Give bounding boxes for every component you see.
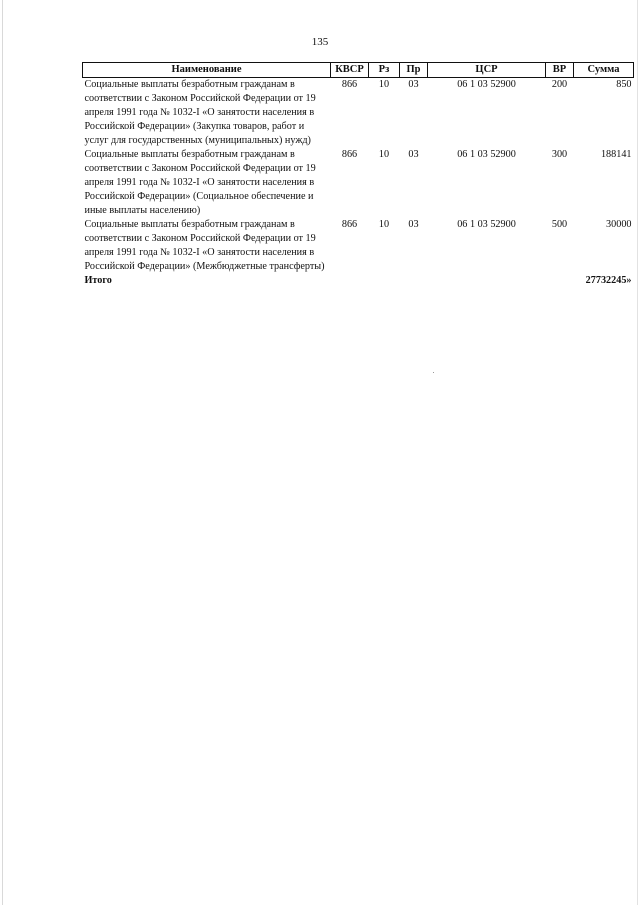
- column-header-sum: Сумма: [574, 63, 634, 78]
- page-number: 135: [311, 36, 329, 48]
- row-vr-cell: 300: [551, 149, 568, 160]
- table-row: [83, 218, 634, 274]
- total-label: Итого: [84, 275, 112, 286]
- column-header-csr: ЦСР: [428, 63, 546, 78]
- row-pr-cell: 03: [408, 149, 419, 160]
- row-rz-cell: 10: [378, 149, 390, 160]
- row-name-cell: Социальные выплаты безработным гражданам в соответствии с Законом Российской Федерации от 19 апреля 1991 года № 1032-I «О занятости населения в Российской Федерации» (Социальное обеспечение и иные выплаты населению): [84, 149, 316, 216]
- row-sum-cell: 30000: [606, 219, 632, 230]
- row-kvsr-cell: 866: [341, 79, 358, 90]
- scan-speck: [433, 372, 434, 373]
- row-csr-cell: 06 1 03 52900: [457, 149, 516, 160]
- row-name-cell: Социальные выплаты безработным гражданам в соответствии с Законом Российской Федерации от 19 апреля 1991 года № 1032-I «О занятости населения в Российской Федерации» (Межбюджетные трансферты): [84, 219, 325, 272]
- row-pr-cell: 03: [408, 79, 419, 90]
- total-row: [83, 274, 634, 288]
- total-value: 27732245»: [585, 275, 632, 286]
- budget-table: [82, 62, 634, 288]
- row-rz-cell: 10: [378, 219, 390, 230]
- column-header-rz: Рз: [369, 63, 400, 78]
- page-edge-left: [2, 0, 3, 905]
- row-pr-cell: 03: [408, 219, 419, 230]
- table-header-row: [83, 63, 634, 78]
- column-header-vr: ВР: [546, 63, 574, 78]
- table-row: [83, 148, 634, 218]
- page-edge-right: [637, 0, 638, 905]
- column-header-name: Наименование: [83, 63, 331, 78]
- column-header-pr: Пр: [400, 63, 428, 78]
- table-row: [83, 78, 634, 149]
- row-name-cell: Социальные выплаты безработным гражданам в соответствии с Законом Российской Федерации от 19 апреля 1991 года № 1032-I «О занятости населения в Российской Федерации» (Закупка товаров, работ и услуг для государственных (муниципальных) нужд): [84, 79, 316, 146]
- row-vr-cell: 200: [551, 79, 568, 90]
- column-header-kvsr: КВСР: [331, 63, 369, 78]
- row-kvsr-cell: 866: [341, 149, 358, 160]
- row-csr-cell: 06 1 03 52900: [457, 219, 516, 230]
- row-sum-cell: 188141: [600, 149, 632, 160]
- row-vr-cell: 500: [551, 219, 568, 230]
- row-kvsr-cell: 866: [341, 219, 358, 230]
- row-csr-cell: 06 1 03 52900: [457, 79, 516, 90]
- row-sum-cell: 850: [616, 79, 632, 90]
- row-rz-cell: 10: [378, 79, 390, 90]
